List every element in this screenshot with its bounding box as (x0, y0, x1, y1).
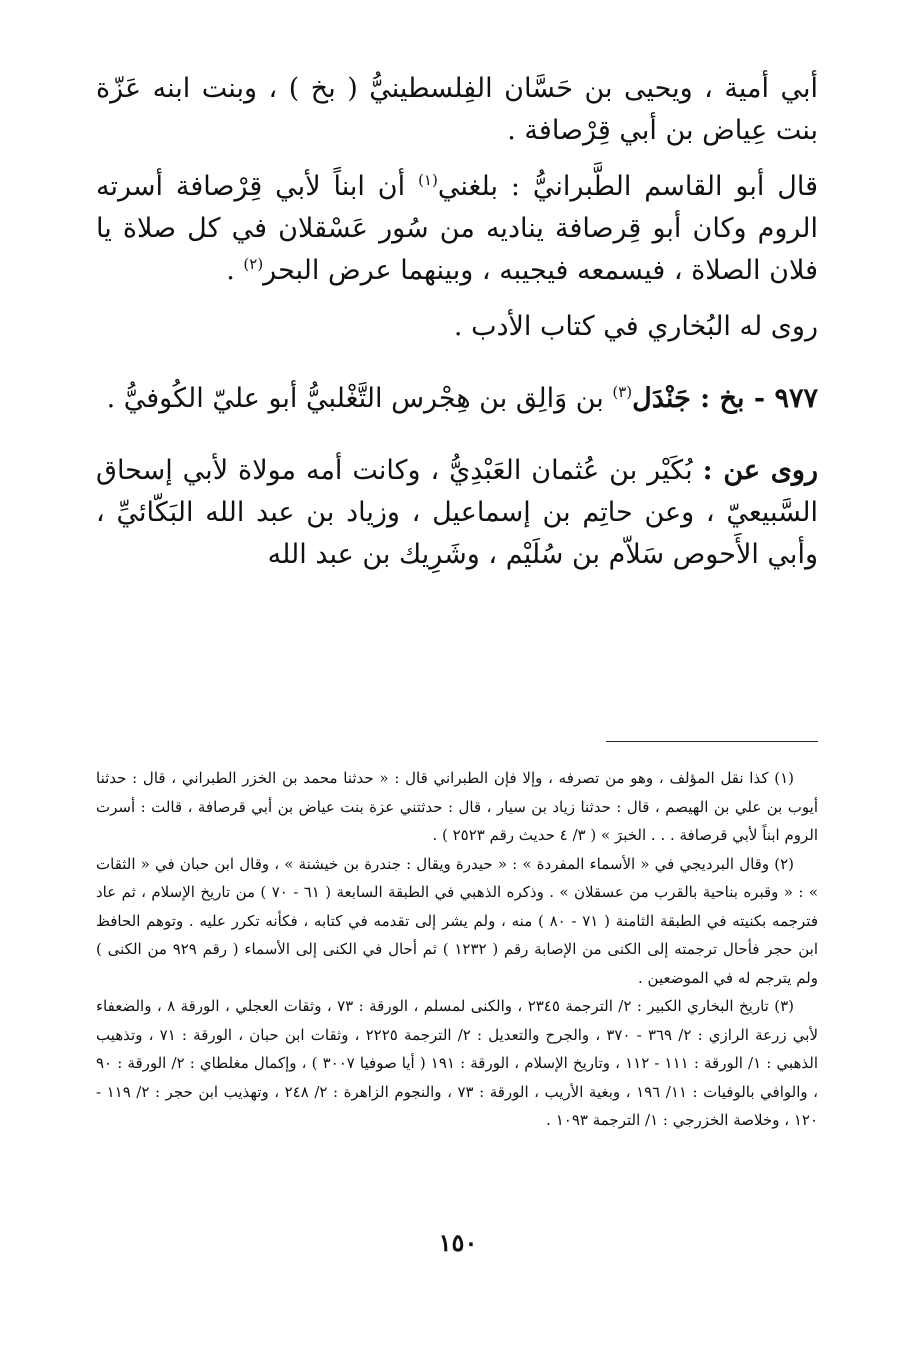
paragraph-tabarani-start: قال أبو القاسم الطَّبرانيُّ : بلغني (437, 171, 818, 202)
footnote-ref-1: (١) (418, 171, 438, 189)
narrated-from-text: بُكَيْر بن عُثمان العَبْدِيُّ ، وكانت أمه مولاة لأبي إسحاق السَّبيعيّ ، وعن حاتِم بن إسماعيل ، وزياد بن عبد الله البَكّائيِّ ، وأبي الأَحوص سَلاّم بن سُلَيْم ، وشَرِيك بن عبد الله (96, 455, 818, 570)
paragraph-tabarani-end: . (226, 255, 244, 286)
footnote-divider (606, 741, 818, 742)
paragraph-narrated-from (96, 450, 818, 576)
footnote-ref-2: (٢) (243, 255, 264, 273)
footnote-1: (١) كذا نقل المؤلف ، وهو من تصرفه ، وإلا فإن الطبراني قال : « حدثنا محمد بن الخزر الطبراني ، قال : حدثنا أيوب بن علي بن الهيصم ، قال : حدثنا زياد بن سيار ، قال : حدثتني عزة بنت عياض بن أبي قرصافة ، قالت : أسرت الروم ابناً لأبي قرصافة . . . الخبرَ » ( ٣/ ٤ حديث رقم ٢٥٢٣ ) . (96, 769, 818, 844)
entry-number: ٩٧٧ - بخ : جَنْدَل (632, 383, 818, 414)
footnote-3: (٣) تاريخ البخاري الكبير : ٢/ الترجمة ٢٣٤٥ ، والكنى لمسلم ، الورقة : ٧٣ ، وثقات العجلي ، الورقة ٨ ، والضعفاء لأبي زرعة الرازي : ٢/ ٣٦٩ - ٣٧٠ ، والجرح والتعديل : ٢/ الترجمة ٢٢٢٥ ، وثقات ابن حبان ، الورقة : ٧١ ، وتذهيب الذهبي : ١/ الورقة : ١١١ - ١١٢ ، وتاريخ الإسلام ، الورقة : ١٩١ ( أيا صوفيا ٣٠٠٧ ) ، وإكمال مغلطاي : ٢/ الورقة : ٩٠ ، والوافي بالوفيات : ١١/ ١٩٦ ، وبغية الأريب ، الورقة : ٧٣ ، والنجوم الزاهرة : ٢/ ٢٤٨ ، وتهذيب ابن حجر : ٢/ ١١٩ - ١٢٠ ، وخلاصة الخزرجي : ١/ الترجمة ١٠٩٣ . (96, 997, 819, 1129)
paragraph-bukhari: روى له البُخاري في كتاب الأدب . (453, 311, 818, 342)
page-number: ١٥٠ (438, 1228, 478, 1257)
footnote-2: (٢) وقال البرديجي في « الأسماء المفردة » : « حيدرة ويقال : جندرة بن خيشنة » ، وقال ابن حبان في « الثقات » : « وقبره بناحية بالقرب من عسقلان » . وذكره الذهبي في الطبقة السابعة ( ٦١ - ٧٠ ) من تاريخ الإسلام ، ثم عاد فترجمه بكنيته في الطبقة الثامنة ( ٧١ - ٨٠ ) منه ، ولم يشر إلى تقدمه في كتابه ، فكأنه تكرر عليه . وتوهم الحافظ ابن حجر فأحال ترجمته إلى الكنى من الإصابة رقم ( ١٢٣٢ ) ثم أحال في الكنى إلى الأسماء ( رقم ٩٢٩ من الكنى ) ولم يترجم له في الموضعين . (96, 854, 818, 987)
footnotes (96, 764, 818, 1135)
paragraph-tabarani (96, 166, 818, 292)
paragraph-tabarani-middle: أن ابناً لأبي قِرْصافة أسرته الروم وكان أبو قِرصافة يناديه من سُور عَسْقلان في كل صلاة يا فلان الصلاة ، فيسمعه فيجيبه ، وبينهما عرض البحر (96, 171, 818, 286)
spacer (96, 434, 818, 450)
entry-heading (96, 378, 818, 420)
spacer (96, 362, 818, 378)
page-body (96, 68, 818, 1345)
entry-name: بن وَالِق بن هِجْرس التَّغْلبيُّ أبو عليّ الكُوفيُّ . (106, 383, 613, 414)
footnote-ref-3: (٣) (612, 383, 633, 401)
paragraph-continuation: أبي أمية ، ويحيى بن حَسَّان الفِلسطينيُّ ( بخ ) ، وبنت ابنه عَزّة بنت عِياض بن أبي قِرْصافة . (96, 73, 818, 146)
narrated-from-label: روى عن : (702, 455, 818, 486)
main-text (96, 68, 818, 576)
